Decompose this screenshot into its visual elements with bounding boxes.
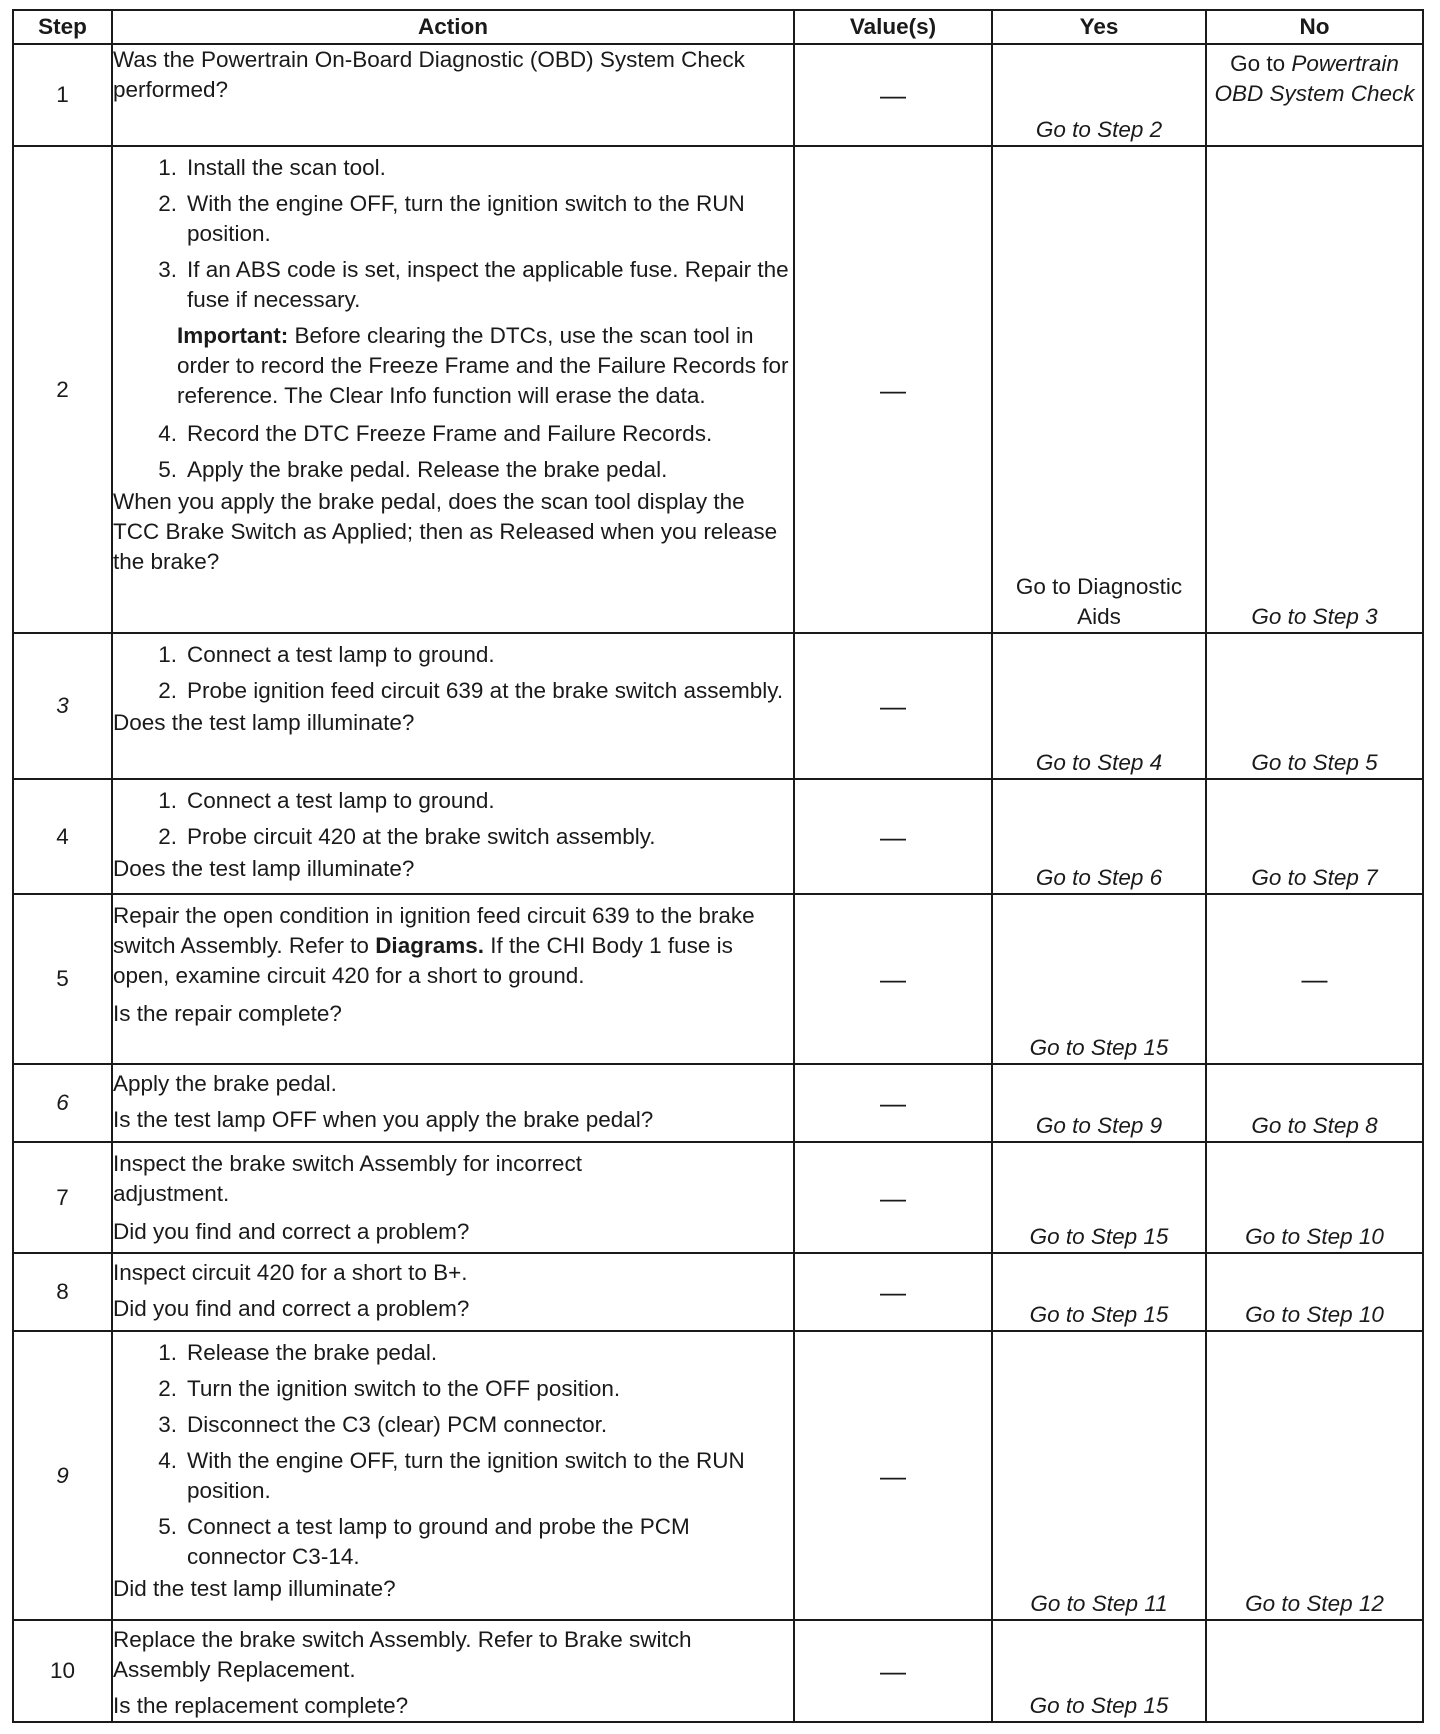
step-number: 10 xyxy=(13,1620,112,1722)
action-question: Did the test lamp illuminate? xyxy=(113,1576,396,1601)
table-row xyxy=(13,1064,1423,1142)
table-row xyxy=(13,633,1423,779)
action-cell xyxy=(112,146,794,633)
value-cell: — xyxy=(794,894,992,1064)
list-item: 1. Connect a test lamp to ground. xyxy=(158,788,495,813)
no-cell xyxy=(1206,44,1423,146)
step-number: 8 xyxy=(13,1253,112,1331)
action-question: Is the test lamp OFF when you apply the brake pedal? xyxy=(113,1107,654,1132)
action-cell xyxy=(112,1331,794,1620)
step-number: 2 xyxy=(13,146,112,633)
action-cell xyxy=(112,1064,794,1142)
no-cell: Go to Step 5 xyxy=(1206,633,1423,779)
table-row xyxy=(13,1253,1423,1331)
action-text: Apply the brake pedal. xyxy=(113,1071,337,1096)
no-cell: Go to Step 12 xyxy=(1206,1331,1423,1620)
no-cell xyxy=(1206,1620,1423,1722)
no-cell: Go to Step 8 xyxy=(1206,1064,1423,1142)
no-prefix: Go to xyxy=(1230,51,1286,76)
action-cell xyxy=(112,633,794,779)
value-cell: — xyxy=(794,1331,992,1620)
list-item: 5. Apply the brake pedal. Release the brake pedal. xyxy=(158,457,668,482)
no-cell: Go to Step 10 xyxy=(1206,1142,1423,1253)
yes-cell: Go to Diagnostic Aids xyxy=(992,146,1206,633)
value-cell: — xyxy=(794,146,992,633)
value-cell: — xyxy=(794,1620,992,1722)
important-note xyxy=(177,321,793,411)
action-list xyxy=(113,640,793,706)
value-cell: — xyxy=(794,1253,992,1331)
action-list xyxy=(113,786,793,852)
header-step: Step xyxy=(13,10,112,44)
header-no: No xyxy=(1206,10,1423,44)
yes-cell: Go to Step 4 xyxy=(992,633,1206,779)
action-list xyxy=(113,153,793,315)
value-cell: — xyxy=(794,633,992,779)
header-action: Action xyxy=(112,10,794,44)
important-label: Important: xyxy=(177,323,289,348)
header-yes: Yes xyxy=(992,10,1206,44)
action-text: Replace the brake switch Assembly. Refer to Brake switch Assembly Replacement. xyxy=(113,1627,692,1682)
action-question: Is the repair complete? xyxy=(113,1001,342,1026)
list-item: 2. Probe ignition feed circuit 639 at the brake switch assembly. xyxy=(158,678,784,703)
no-link: Powertrain OBD System Check xyxy=(1214,51,1415,106)
action-question: Did you find and correct a problem? xyxy=(113,1296,470,1321)
list-item: 3. Disconnect the C3 (clear) PCM connector. xyxy=(158,1412,608,1437)
value-cell: — xyxy=(794,779,992,894)
step-number: 9 xyxy=(13,1331,112,1620)
action-cell xyxy=(112,779,794,894)
no-cell: — xyxy=(1206,894,1423,1064)
important-text: Before clearing the DTCs, use the scan tool in order to record the Freeze Frame and the Failure Records for reference. The Clear Info function will erase the data. xyxy=(177,323,789,408)
table-row xyxy=(13,146,1423,633)
yes-cell: Go to Step 9 xyxy=(992,1064,1206,1142)
action-text: Inspect the brake switch Assembly for incorrect adjustment. xyxy=(113,1151,582,1206)
action-question: Does the test lamp illuminate? xyxy=(113,710,415,735)
value-cell: — xyxy=(794,1064,992,1142)
step-number: 1 xyxy=(13,44,112,146)
yes-cell: Go to Step 15 xyxy=(992,894,1206,1064)
value-cell: — xyxy=(794,44,992,146)
list-item: 2. With the engine OFF, turn the ignition switch to the RUN position. xyxy=(158,191,745,246)
no-cell: Go to Step 10 xyxy=(1206,1253,1423,1331)
list-item: 2. Probe circuit 420 at the brake switch assembly. xyxy=(158,824,656,849)
diagnostic-table xyxy=(12,9,1424,1723)
action-cell xyxy=(112,1142,794,1253)
action-question: When you apply the brake pedal, does the scan tool display the TCC Brake Switch as Applied; then as Released when you release the brake? xyxy=(113,489,778,574)
step-number: 7 xyxy=(13,1142,112,1253)
list-item: 4. With the engine OFF, turn the ignition switch to the RUN position. xyxy=(158,1448,745,1503)
action-list xyxy=(113,1338,793,1572)
yes-cell: Go to Step 15 xyxy=(992,1620,1206,1722)
yes-cell: Go to Step 15 xyxy=(992,1253,1206,1331)
value-cell: — xyxy=(794,1142,992,1253)
header-values: Value(s) xyxy=(794,10,992,44)
list-item: 5. Connect a test lamp to ground and probe the PCM connector C3-14. xyxy=(158,1514,690,1569)
action-text: Repair the open condition in ignition feed circuit 639 to the brake switch Assembly. Refer to Diagrams. If the CHI Body 1 fuse is open, examine circuit 420 for a short to ground. xyxy=(113,903,755,988)
table-row xyxy=(13,894,1423,1064)
action-cell xyxy=(112,1253,794,1331)
action-list xyxy=(113,419,793,485)
list-item: 3. If an ABS code is set, inspect the applicable fuse. Repair the fuse if necessary. xyxy=(158,257,789,312)
list-item: 2. Turn the ignition switch to the OFF position. xyxy=(158,1376,621,1401)
action-cell xyxy=(112,1620,794,1722)
step-number: 6 xyxy=(13,1064,112,1142)
step-number: 3 xyxy=(13,633,112,779)
no-cell: Go to Step 3 xyxy=(1206,146,1423,633)
step-number: 4 xyxy=(13,779,112,894)
list-item: 1. Connect a test lamp to ground. xyxy=(158,642,495,667)
list-item: 1. Release the brake pedal. xyxy=(158,1340,438,1365)
action-cell xyxy=(112,44,794,146)
yes-cell: Go to Step 15 xyxy=(992,1142,1206,1253)
table-row xyxy=(13,44,1423,146)
action-text: Was the Powertrain On-Board Diagnostic (OBD) System Check performed? xyxy=(113,47,745,102)
table-row xyxy=(13,1620,1423,1722)
action-cell xyxy=(112,894,794,1064)
table-row xyxy=(13,779,1423,894)
yes-cell: Go to Step 2 xyxy=(992,44,1206,146)
action-text: Inspect circuit 420 for a short to B+. xyxy=(113,1260,468,1285)
action-question: Did you find and correct a problem? xyxy=(113,1219,470,1244)
table-row xyxy=(13,1331,1423,1620)
no-cell: Go to Step 7 xyxy=(1206,779,1423,894)
header-row xyxy=(13,10,1423,44)
list-item: 4. Record the DTC Freeze Frame and Failure Records. xyxy=(158,421,713,446)
action-question: Is the replacement complete? xyxy=(113,1693,409,1718)
diagrams-reference: Diagrams. xyxy=(375,933,484,958)
action-question: Does the test lamp illuminate? xyxy=(113,856,415,881)
list-item: 1. Install the scan tool. xyxy=(158,155,386,180)
table-row xyxy=(13,1142,1423,1253)
yes-cell: Go to Step 11 xyxy=(992,1331,1206,1620)
step-number: 5 xyxy=(13,894,112,1064)
yes-cell: Go to Step 6 xyxy=(992,779,1206,894)
